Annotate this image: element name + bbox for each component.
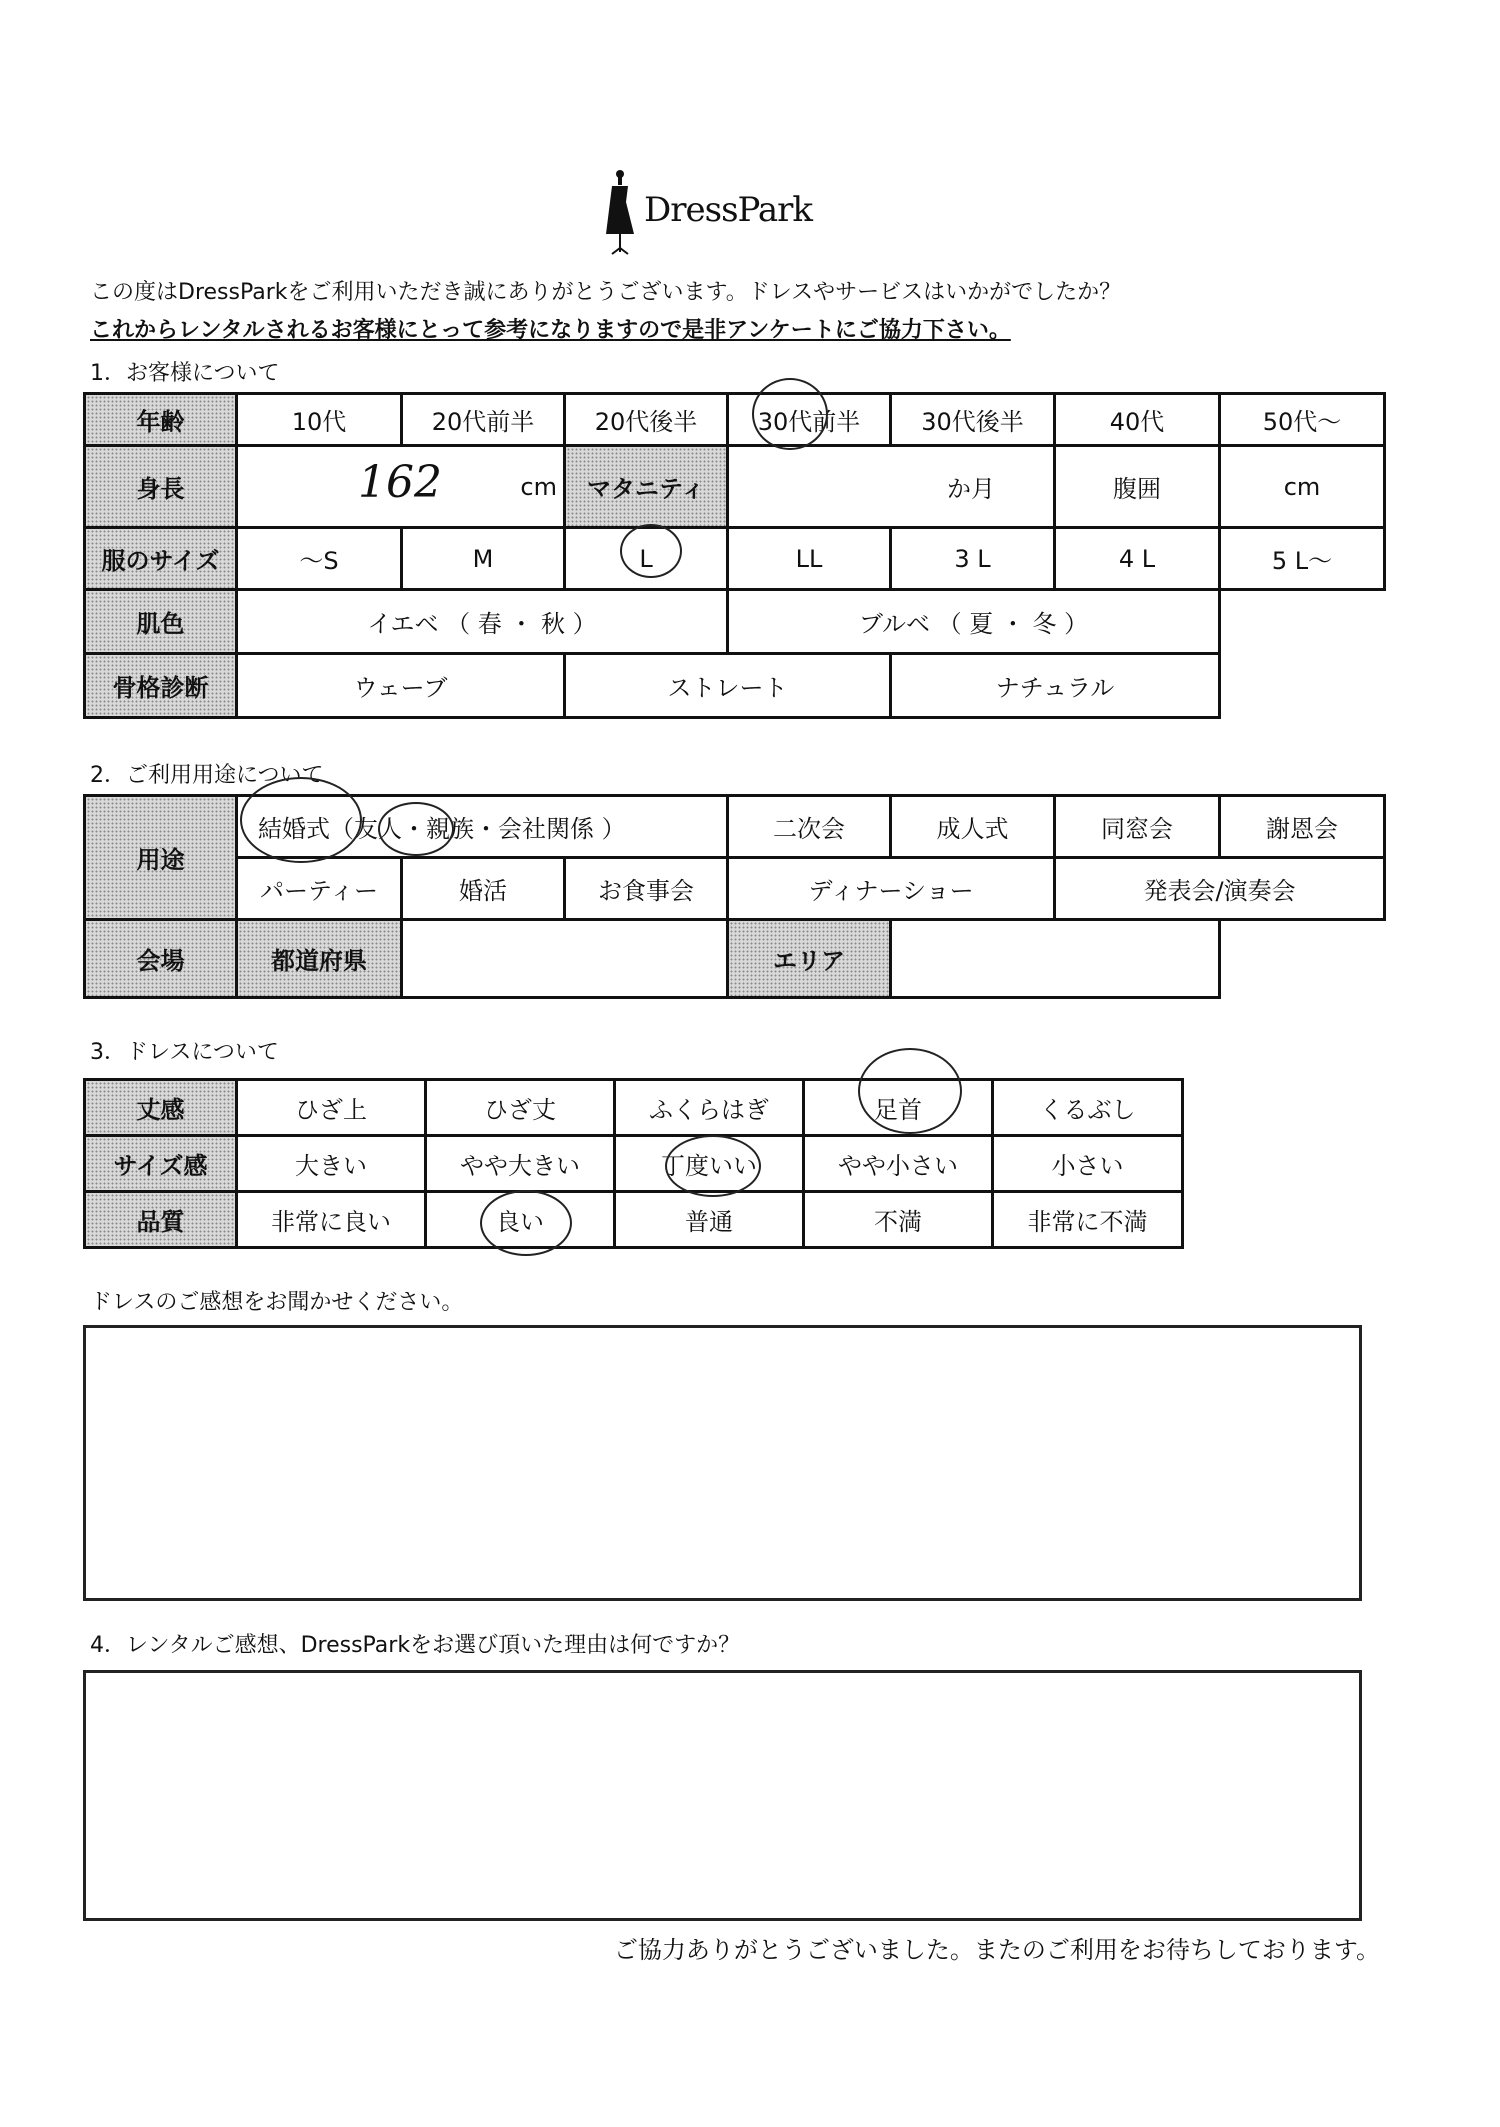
venue-label: 会場	[85, 920, 237, 998]
usage-table	[83, 794, 1386, 999]
frame-option[interactable]: ウェーブ	[237, 654, 565, 718]
purpose-option[interactable]: 同窓会	[1055, 796, 1220, 858]
purpose-option[interactable]: パーティー	[237, 858, 402, 920]
size-option[interactable]: ～S	[237, 528, 402, 590]
impression-prompt: ドレスのご感想をお聞かせください。	[90, 1290, 464, 1315]
purpose-wedding[interactable]: 結婚式（友人・親族・会社関係 ）	[237, 796, 728, 858]
quality-option[interactable]: 非常に不満	[993, 1192, 1183, 1248]
area-field[interactable]	[891, 920, 1220, 998]
waist-label: 腹囲	[1055, 446, 1220, 528]
frame-option[interactable]: ストレート	[565, 654, 891, 718]
frame-row	[85, 654, 1385, 718]
fit-option[interactable]: 小さい	[993, 1136, 1183, 1192]
section4-heading: 4．レンタルご感想、DressParkをお選び頂いた理由は何ですか？	[90, 1633, 741, 1658]
quality-option-selected[interactable]: 良い	[426, 1192, 615, 1248]
waist-unit: cm	[1283, 472, 1321, 501]
maternity-months-field[interactable]	[728, 446, 1055, 528]
purpose-option[interactable]: 謝恩会	[1220, 796, 1385, 858]
section2-heading: 2．ご利用用途について	[90, 763, 324, 788]
customer-info-table	[83, 392, 1386, 719]
skin-label: 肌色	[85, 590, 237, 654]
size-option[interactable]: 4 L	[1055, 528, 1220, 590]
age-option[interactable]: 50代～	[1220, 394, 1385, 446]
skin-option-blue[interactable]: ブルベ （ 夏 ・ 冬 ）	[728, 590, 1220, 654]
age-option[interactable]: 10代	[237, 394, 402, 446]
height-label: 身長	[85, 446, 237, 528]
size-option[interactable]: LL	[728, 528, 891, 590]
quality-option[interactable]: 非常に良い	[237, 1192, 426, 1248]
age-option[interactable]: 40代	[1055, 394, 1220, 446]
height-unit: cm	[520, 472, 557, 501]
purpose-row-2	[85, 858, 1385, 920]
size-label: 服のサイズ	[85, 528, 237, 590]
age-option[interactable]: 20代後半	[565, 394, 728, 446]
age-option-selected[interactable]: 30代前半	[728, 394, 891, 446]
prefecture-label: 都道府県	[237, 920, 402, 998]
age-row	[85, 394, 1385, 446]
prefecture-field[interactable]	[402, 920, 728, 998]
size-option[interactable]: 3 L	[891, 528, 1055, 590]
skin-option-yellow[interactable]: イエベ （ 春 ・ 秋 ）	[237, 590, 728, 654]
quality-row	[85, 1192, 1183, 1248]
quality-label: 品質	[85, 1192, 237, 1248]
length-option[interactable]: ふくらはぎ	[615, 1080, 804, 1136]
fit-option-selected[interactable]: 丁度いい	[615, 1136, 804, 1192]
section1-heading: 1．お客様について	[90, 361, 280, 386]
waist-field[interactable]	[1220, 446, 1385, 528]
frame-option[interactable]: ナチュラル	[891, 654, 1220, 718]
length-option[interactable]: ひざ上	[237, 1080, 426, 1136]
dress-table	[83, 1078, 1184, 1249]
area-label: エリア	[728, 920, 891, 998]
height-handwritten-value: 162	[358, 457, 442, 508]
purpose-option[interactable]: 成人式	[891, 796, 1055, 858]
dress-mannequin-icon	[600, 168, 640, 258]
fit-label: サイズ感	[85, 1136, 237, 1192]
quality-option[interactable]: 普通	[615, 1192, 804, 1248]
months-unit: か月	[947, 475, 995, 503]
purpose-option[interactable]: ディナーショー	[728, 858, 1055, 920]
length-option-selected[interactable]: 足首	[804, 1080, 993, 1136]
height-field[interactable]	[237, 446, 565, 528]
purpose-option[interactable]: 婚活	[402, 858, 565, 920]
maternity-label: マタニティ	[565, 446, 728, 528]
intro-line-1: この度はDressParkをご利用いただき誠にありがとうございます。ドレスやサービスはいかがでしたか？	[90, 280, 1122, 305]
length-row	[85, 1080, 1183, 1136]
length-label: 丈感	[85, 1080, 237, 1136]
size-option[interactable]: M	[402, 528, 565, 590]
section3-heading: 3．ドレスについて	[90, 1040, 279, 1065]
length-option[interactable]: ひざ丈	[426, 1080, 615, 1136]
fit-row	[85, 1136, 1183, 1192]
age-option[interactable]: 30代後半	[891, 394, 1055, 446]
skin-row	[85, 590, 1385, 654]
age-label: 年齢	[85, 394, 237, 446]
purpose-option[interactable]: 発表会/演奏会	[1055, 858, 1385, 920]
closing-message: ご協力ありがとうございました。またのご利用をお待ちしております。	[613, 1936, 1380, 1964]
fit-option[interactable]: やや小さい	[804, 1136, 993, 1192]
purpose-option[interactable]: お食事会	[565, 858, 728, 920]
fit-option[interactable]: 大きい	[237, 1136, 426, 1192]
purpose-row-1	[85, 796, 1385, 858]
purpose-option[interactable]: 二次会	[728, 796, 891, 858]
age-option[interactable]: 20代前半	[402, 394, 565, 446]
reason-textbox[interactable]	[83, 1670, 1362, 1921]
size-row	[85, 528, 1385, 590]
frame-label: 骨格診断	[85, 654, 237, 718]
fit-option[interactable]: やや大きい	[426, 1136, 615, 1192]
dresspark-logo	[600, 168, 900, 258]
size-option-selected[interactable]: L	[565, 528, 728, 590]
impression-textbox[interactable]	[83, 1325, 1362, 1601]
length-option[interactable]: くるぶし	[993, 1080, 1183, 1136]
intro-line-2: これからレンタルされるお客様にとって参考になりますので是非アンケートにご協力下さい。	[90, 318, 1011, 343]
height-row	[85, 446, 1385, 528]
size-option[interactable]: 5 L～	[1220, 528, 1385, 590]
quality-option[interactable]: 不満	[804, 1192, 993, 1248]
logo-text: DressPark	[644, 190, 813, 230]
purpose-label: 用途	[85, 796, 237, 920]
venue-row	[85, 920, 1385, 998]
